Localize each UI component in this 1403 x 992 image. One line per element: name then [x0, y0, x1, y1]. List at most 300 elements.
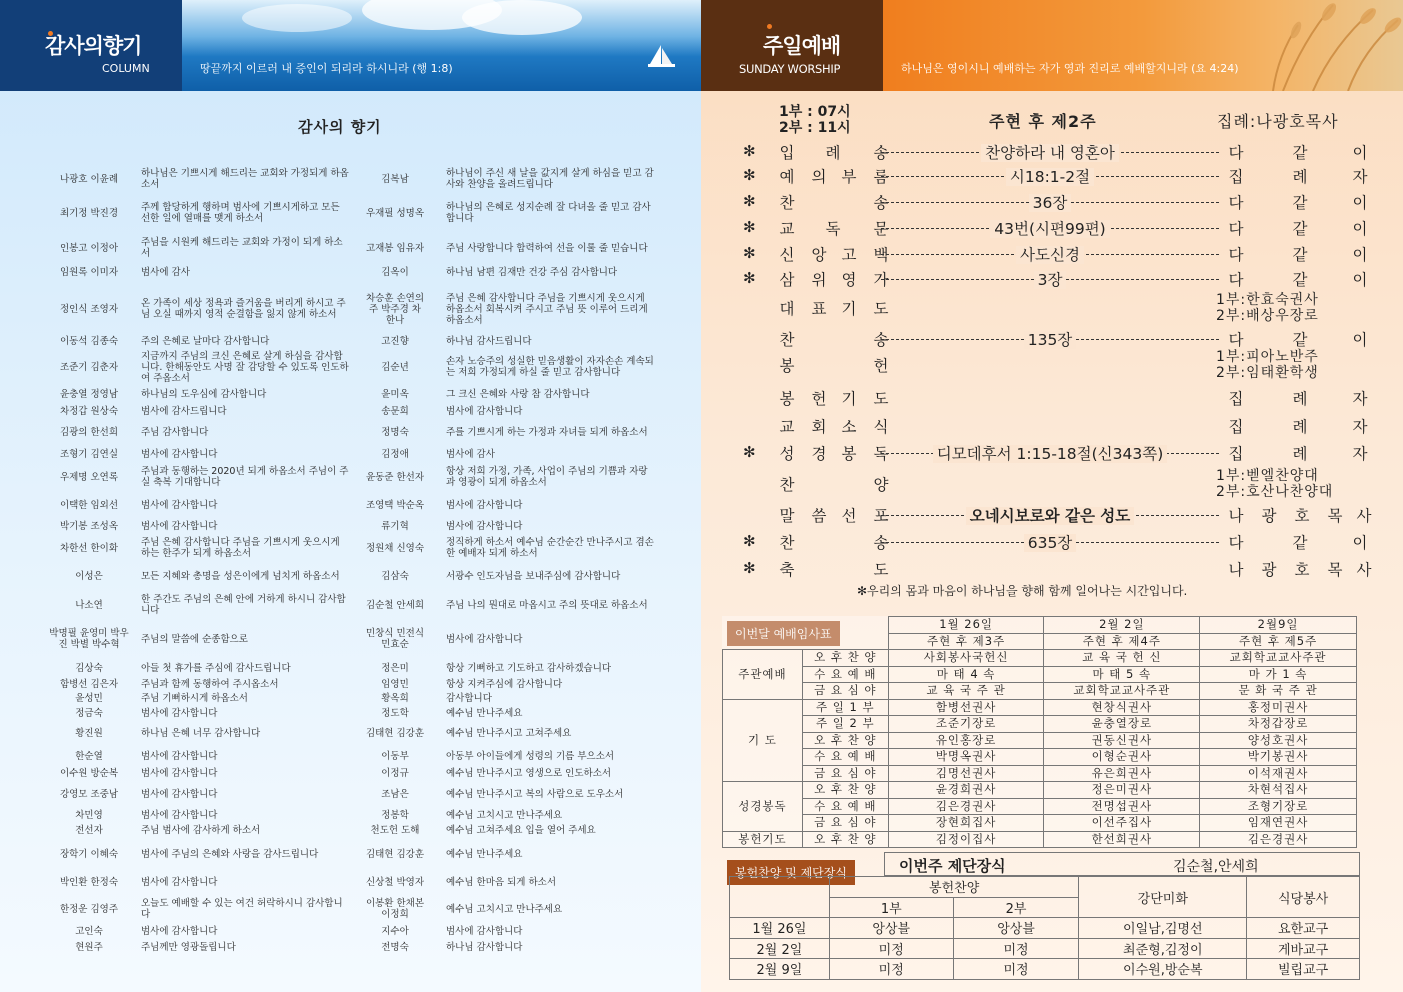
schedule-cell: 김은경권사	[1200, 831, 1357, 848]
thanks-message-a: 하나님의 도우심에 감사합니다	[141, 388, 267, 400]
order-item-label: 도	[873, 390, 889, 408]
order-content: 3장	[1034, 271, 1067, 289]
schedule-row	[723, 782, 1357, 799]
thanks-name-a: 황진원	[75, 727, 103, 739]
schedule-cell: 사회봉사국헌신	[888, 650, 1044, 667]
order-item-label: 례	[825, 144, 841, 162]
thanks-name-a: 박기봉 조성옥	[59, 520, 119, 532]
thanks-name-a: 이택한 임외선	[59, 499, 119, 511]
schedule-cell: 윤경희권사	[888, 782, 1044, 799]
thanks-name-a: 차정갑 원상숙	[59, 405, 119, 417]
order-item-label: 식	[873, 418, 889, 436]
stand-note: ✻우리의 몸과 마음이 하나님을 향해 함께 일어나는 시간입니다.	[857, 584, 1188, 598]
thanks-message-b: 예수님 만나주시고 고쳐주세요	[446, 727, 572, 739]
order-leader: 같	[1292, 534, 1308, 552]
thanks-message-b: 아동부 아이들에게 성령의 기름 부으소서	[446, 750, 615, 762]
thanks-message-b: 정직하게 하소서 예수님 순간순간 만나주시고 겸손한 예배자 되게 하소서	[446, 537, 654, 559]
order-leader-line	[881, 268, 1219, 290]
schedule-cell: 김명선권사	[888, 765, 1044, 782]
schedule-row	[723, 650, 1357, 667]
thanks-name-b: 김순년	[381, 361, 409, 373]
flower-row	[730, 959, 1360, 980]
order-leader: 다	[1228, 220, 1244, 238]
thanks-name-a: 나광호 이윤례	[59, 173, 119, 185]
thanks-name-b: 김삼숙	[381, 570, 409, 582]
order-item-label: 의	[811, 168, 827, 186]
schedule-cell: 임재연권사	[1200, 815, 1357, 832]
flower-cell: 앙상블	[829, 918, 953, 939]
thanks-message-a: 범사에 감사합니다	[141, 750, 218, 762]
order-item-label: 봉	[841, 445, 857, 463]
thanks-message-a: 하나님은 기쁘시게 해드리는 교회와 가정되게 하옵소서	[141, 168, 349, 190]
order-leader: 나	[1228, 561, 1244, 579]
thanks-name-b: 송문희	[381, 405, 409, 417]
thanks-name-a: 윤충열 정영남	[59, 388, 119, 400]
schedule-cell: 권동신권사	[1044, 732, 1200, 749]
order-item-label: 름	[873, 168, 889, 186]
flower-col-choir: 봉헌찬양	[829, 877, 1079, 898]
order-item-label: 소	[841, 418, 857, 436]
thanks-message-a: 아들 첫 휴가를 주심에 감사드립니다	[141, 662, 291, 674]
schedule-cell: 홍정미권사	[1200, 699, 1357, 716]
schedule-service: 오 후 찬 양	[802, 831, 888, 848]
thanks-message-a: 범사에 감사드립니다	[141, 405, 227, 417]
order-leader-pair	[1216, 349, 1354, 381]
schedule-corner	[723, 617, 889, 650]
order-item	[701, 503, 1403, 527]
order-item	[701, 530, 1403, 554]
thanks-message-b: 하나님 감사드립니다	[446, 335, 532, 347]
thanks-message-b: 항상 지켜주심에 감사합니다	[446, 678, 563, 690]
thanks-name-b: 윤동준 한선자	[365, 471, 425, 483]
thanks-name-b: 고진향	[381, 335, 409, 347]
flower-cell: 최준형,김정이	[1079, 938, 1247, 959]
order-item	[701, 327, 1403, 351]
thanks-message-b: 예수님 만나주시고 복의 사람으로 도우소서	[446, 788, 624, 800]
order-leader: 이	[1352, 331, 1368, 349]
thanks-message-a: 범사에 감사합니다	[141, 925, 218, 937]
thanks-name-a: 이동석 김종숙	[59, 335, 119, 347]
order-leader: 다	[1228, 246, 1244, 264]
order-content: 43번(시편99편)	[990, 220, 1109, 238]
stand-icon: ✻	[743, 269, 756, 287]
thanks-message-a: 범사에 감사합니다	[141, 708, 218, 719]
order-item-label: 기	[841, 390, 857, 408]
thanks-message-a: 범사에 감사합니다	[141, 767, 218, 779]
order-leader: 다	[1228, 534, 1244, 552]
order-item-label: 삼	[779, 271, 795, 289]
thanks-name-b: 김태현 김강훈	[365, 727, 425, 739]
schedule-service: 오 후 찬 양	[802, 732, 888, 749]
order-item-label: 봉	[779, 357, 795, 375]
order-item-label: 도	[873, 300, 889, 318]
thanks-row	[0, 193, 701, 233]
thanks-name-b: 이동부	[381, 750, 409, 762]
order-leader: 집	[1228, 445, 1244, 463]
order-leader: 1부:한효숙권사	[1216, 292, 1319, 308]
thanks-row	[0, 167, 701, 191]
schedule-cell: 김은경권사	[888, 798, 1044, 815]
thanks-message-a: 한 주간도 주님의 은혜 안에 거하게 하시니 감사합니다	[141, 594, 346, 616]
schedule-row	[723, 815, 1357, 832]
order-item-label: 씀	[811, 507, 827, 525]
thanks-message-a: 지금까지 주님의 크신 은혜로 살게 하심을 감사합니다. 한해동안도 사명 잘 감당할 수 있도록 인도하여 주옵소서	[141, 350, 349, 384]
thanks-name-b: 지수아	[381, 925, 409, 937]
thanks-message-b: 감사합니다	[446, 693, 492, 704]
thanks-message-a: 주의 은혜로 날마다 감사합니다	[141, 335, 270, 347]
thanks-name-a: 함병선 김은자	[59, 678, 119, 690]
order-item-label: 포	[873, 507, 889, 525]
thanks-row	[0, 495, 701, 515]
thanks-message-a: 주께 합당하게 행하며 범사에 기쁘시게하고 모든 선한 일에 열매를 맺게 하소서	[141, 202, 340, 224]
order-leader-line	[881, 191, 1219, 213]
accent-dot-icon	[767, 24, 772, 29]
thanks-name-a: 박명필 윤영미 박우진 박별 박수혁	[49, 628, 129, 650]
schedule-cell: 유은희권사	[1044, 765, 1200, 782]
order-leader-line	[881, 141, 1219, 163]
order-item-label: 독	[873, 445, 889, 463]
thanks-message-b: 하나님의 은혜로 성지순례 잘 다녀올 줄 믿고 감사합니다	[446, 202, 651, 224]
schedule-cell: 차정갑장로	[1200, 716, 1357, 733]
order-item	[701, 164, 1403, 188]
thanks-row	[0, 840, 701, 868]
stand-icon: ✻	[743, 192, 756, 210]
worship-header	[701, 0, 1403, 91]
thanks-message-a: 범사에 감사합니다	[141, 788, 218, 800]
order-item-label: 예	[779, 168, 795, 186]
flower-cell: 이수원,방순복	[1079, 959, 1247, 980]
order-leader: 2부:호산나찬양대	[1216, 484, 1334, 500]
order-item-label: 헌	[811, 390, 827, 408]
thanks-name-a: 현원주	[75, 941, 103, 953]
thanks-row	[0, 591, 701, 619]
thanks-name-a: 한순열	[75, 750, 103, 762]
thanks-name-b: 김순철 안세희	[365, 599, 425, 611]
thanks-row	[0, 896, 701, 922]
thanks-message-a: 범사에 감사합니다	[141, 448, 218, 460]
order-leader: 호	[1294, 507, 1310, 525]
thanks-row	[0, 939, 701, 955]
time-second: 2부 : 11시	[779, 120, 851, 136]
schedule-cell: 이선주집사	[1044, 815, 1200, 832]
schedule-cell: 이석재권사	[1200, 765, 1357, 782]
order-leader: 이	[1352, 246, 1368, 264]
schedule-service: 금 요 심 야	[802, 683, 888, 700]
thanks-row	[0, 691, 701, 706]
schedule-cell: 양성호권사	[1200, 732, 1357, 749]
order-leader: 같	[1292, 220, 1308, 238]
schedule-row	[723, 716, 1357, 733]
thanks-name-a: 정금숙	[75, 708, 103, 719]
order-item	[701, 190, 1403, 214]
thanks-name-b: 이정규	[381, 767, 409, 779]
schedule-cell: 유인홍장로	[888, 732, 1044, 749]
order-item-label: 백	[873, 246, 889, 264]
week-title: 주현 후 제2주	[989, 112, 1097, 131]
order-leader: 같	[1292, 144, 1308, 162]
schedule-row	[723, 831, 1357, 848]
stand-icon: ✻	[743, 443, 756, 461]
section-title: 감사의 향기	[298, 118, 382, 136]
thanks-row	[0, 333, 701, 349]
flower-cell: 요한교구	[1247, 918, 1360, 939]
thanks-name-a: 이성은	[75, 570, 103, 582]
thanks-name-a: 이수원 방순복	[59, 767, 119, 779]
schedule-cell: 마 태 5 속	[1044, 666, 1200, 683]
order-item-label: 고	[841, 246, 857, 264]
schedule-row	[723, 699, 1357, 716]
schedule-cell: 문 화 국 주 관	[1200, 683, 1357, 700]
schedule-cell: 전명섭권사	[1044, 798, 1200, 815]
flower-cell: 미정	[829, 959, 953, 980]
order-item-label: 교	[779, 418, 795, 436]
worship-brand-title: 주일예배	[763, 34, 841, 58]
thanks-message-b: 범사에 감사합니다	[446, 499, 523, 511]
thanks-name-b: 전명숙	[381, 941, 409, 953]
order-content: 오네시보로와 같은 성도	[966, 507, 1135, 525]
thanks-row	[0, 420, 701, 444]
thanks-message-b: 하나님 남편 김재만 건강 주심 감사합니다	[446, 266, 618, 278]
order-item-label: 헌	[873, 357, 889, 375]
schedule-service: 수 요 예 배	[802, 749, 888, 766]
thanks-row	[0, 721, 701, 745]
flower-cell: 게바교구	[1247, 938, 1360, 959]
schedule-cell: 교 육 국 헌 신	[1044, 650, 1200, 667]
schedule-row	[723, 798, 1357, 815]
thanks-message-b: 범사에 감사합니다	[446, 925, 523, 937]
order-item-label: 입	[779, 144, 795, 162]
thanks-message-a: 온 가족이 세상 정욕과 즐거움을 버리게 하시고 주님 오실 때까지 영적 순결함을 잃지 않게 하소서	[141, 298, 346, 320]
thanks-row	[0, 263, 701, 281]
schedule-week: 주현 후 제5주	[1200, 633, 1357, 650]
order-leader: 이	[1352, 144, 1368, 162]
schedule-group: 성경봉독	[723, 782, 803, 832]
order-item	[701, 242, 1403, 266]
thanks-message-b: 그 크신 은혜와 사랑 참 감사합니다	[446, 388, 590, 400]
flower-tag: 봉헌찬양 및 제단장식	[727, 860, 855, 885]
order-item-label: 교	[779, 220, 795, 238]
order-leader-line	[881, 504, 1219, 526]
order-leader: 집	[1228, 168, 1244, 186]
thanks-message-b: 범사에 감사	[446, 448, 495, 460]
thanks-name-b: 정명숙	[381, 426, 409, 438]
thanks-message-b: 주님 나의 뭔대로 마옵시고 주의 뜻대로 하옵소서	[446, 599, 648, 611]
flower-cell: 1월 26일	[730, 918, 830, 939]
flower-col-second: 2부	[953, 897, 1079, 918]
order-item-label: 양	[873, 476, 889, 494]
schedule-cell: 정은미권사	[1044, 782, 1200, 799]
thanks-row	[0, 620, 701, 658]
schedule-service: 주 일 2 부	[802, 716, 888, 733]
column-brand-title: 감사의향기	[45, 34, 142, 58]
flower-col-first: 1부	[829, 897, 953, 918]
thanks-row	[0, 660, 701, 676]
order-leader: 다	[1228, 271, 1244, 289]
schedule-row	[723, 749, 1357, 766]
thanks-message-b: 주님 사랑합니다 합력하여 선을 이룰 줄 믿습니다	[446, 242, 648, 254]
thanks-message-a: 범사에 감사합니다	[141, 499, 218, 511]
schedule-cell: 김정이집사	[888, 831, 1044, 848]
thanks-row	[0, 534, 701, 562]
order-leader: 다	[1228, 331, 1244, 349]
thanks-name-b: 류기혁	[381, 520, 409, 532]
thanks-message-a: 주님의 말씀에 순종함으로	[141, 633, 248, 645]
schedule-group: 주관예배	[723, 650, 803, 700]
order-leader: 집	[1228, 390, 1244, 408]
schedule-cell: 윤충열장로	[1044, 716, 1200, 733]
order-leader: 집	[1228, 418, 1244, 436]
thanks-message-b: 예수님 만나주시고 영생으로 인도하소서	[446, 767, 612, 779]
order-item	[701, 414, 1403, 438]
order-leader: 례	[1292, 418, 1308, 436]
order-item	[701, 267, 1403, 291]
order-leader: 목	[1327, 507, 1343, 525]
thanks-message-b: 예수님 고쳐주세요 입을 열어 주세요	[446, 825, 596, 836]
order-item-label: 찬	[779, 194, 795, 212]
thanks-name-b: 신상철 박영자	[365, 876, 425, 888]
order-item-label: 찬	[779, 476, 795, 494]
thanks-row	[0, 676, 701, 692]
flower-col-meal: 식당봉사	[1247, 877, 1360, 918]
order-item	[701, 140, 1403, 164]
order-item-label: 회	[811, 418, 827, 436]
flower-cell: 빌립교구	[1247, 959, 1360, 980]
schedule-row	[723, 666, 1357, 683]
thanks-message-b: 주님 은혜 감사합니다 주님을 기쁘시게 웃으시게 하옵소서 회복시켜 주시고 주님 뜻 이루어 드리게 하옵소서	[446, 292, 648, 326]
wheat-icon	[1263, 0, 1403, 91]
order-item	[701, 557, 1403, 581]
order-leader: 호	[1294, 561, 1310, 579]
thanks-name-a: 박인환 한정숙	[59, 876, 119, 888]
flower-cell: 2월 2일	[730, 938, 830, 959]
thanks-row	[0, 782, 701, 806]
schedule-table	[722, 616, 1357, 848]
thanks-name-b: 김정애	[381, 448, 409, 460]
order-item-label: 봉	[779, 390, 795, 408]
order-item-label: 성	[779, 445, 795, 463]
thanks-name-a: 차민영	[75, 810, 103, 821]
order-content: 찬양하라 내 영혼아	[981, 144, 1119, 162]
flower-cell: 앙상블	[953, 918, 1079, 939]
schedule-service: 오 후 찬 양	[802, 650, 888, 667]
thanks-message-a: 범사에 감사합니다	[141, 520, 218, 532]
this-week-flower-label: 이번주 제단장식	[899, 857, 1006, 875]
thanks-message-a: 주님 범사에 감사하게 하소서	[141, 825, 261, 836]
thanks-name-a: 우제명 오연록	[59, 471, 119, 483]
thanks-message-b: 예수님 만나주세요	[446, 708, 523, 719]
order-content: 시18:1-2절	[1006, 168, 1094, 186]
thanks-name-a: 한정운 김영주	[59, 903, 119, 915]
thanks-name-a: 전선자	[75, 825, 103, 836]
thanks-message-b: 예수님 고치시고 만나주세요	[446, 903, 563, 915]
order-content: 635장	[1024, 534, 1077, 552]
this-week-flower-name: 김순철,안세희	[1173, 859, 1259, 875]
thanks-row	[0, 403, 701, 419]
thanks-name-b: 조남은	[381, 788, 409, 800]
order-item	[701, 349, 1403, 381]
order-item-label: 신	[779, 246, 795, 264]
order-item-label: 독	[825, 220, 841, 238]
worship-verse: 하나님은 영이시니 예배하는 자가 영과 진리로 예배할지니라 (요 4:24)	[901, 62, 1239, 75]
thanks-message-a: 주님을 시원케 해드리는 교회와 가정이 되게 하소서	[141, 237, 343, 259]
schedule-cell: 한선희권사	[1044, 831, 1200, 848]
schedule-date: 1월 26일	[888, 617, 1044, 634]
schedule-row	[723, 683, 1357, 700]
thanks-name-b: 차승훈 손연의주 박주경 차한나	[365, 292, 425, 326]
order-leader: 례	[1292, 390, 1308, 408]
flower-cell: 2월 9일	[730, 959, 830, 980]
thanks-name-a: 조준기 김춘자	[59, 361, 119, 373]
stand-icon: ✻	[743, 532, 756, 550]
schedule-row	[723, 732, 1357, 749]
flower-cell: 미정	[953, 938, 1079, 959]
thanks-message-a: 오늘도 예배할 수 있는 여건 허락하시니 감사합니다	[141, 898, 343, 920]
stand-icon: ✻	[743, 244, 756, 262]
stand-icon: ✻	[743, 218, 756, 236]
order-leader: 다	[1228, 194, 1244, 212]
schedule-cell: 마 태 4 속	[888, 666, 1044, 683]
order-content: 36장	[1029, 194, 1072, 212]
thanks-row	[0, 870, 701, 894]
thanks-message-a: 범사에 감사	[141, 266, 190, 278]
order-leader: 2부:배상우장로	[1216, 308, 1319, 324]
thanks-name-b: 정은미	[381, 662, 409, 674]
thanks-message-b: 주를 기쁘시게 하는 가정과 자녀들 되게 하옵소서	[446, 426, 648, 438]
order-item	[701, 292, 1403, 324]
order-leader: 1부:피아노반주	[1216, 349, 1319, 365]
thanks-name-b: 황옥희	[381, 693, 409, 704]
thanks-name-b: 우재필 성명옥	[365, 207, 425, 219]
order-leader: 자	[1352, 168, 1368, 186]
thanks-name-a: 강영모 조중남	[59, 788, 119, 800]
order-leader-line	[881, 328, 1219, 350]
thanks-name-a: 임원록 이미자	[59, 266, 119, 278]
schedule-week: 주현 후 제4주	[1044, 633, 1200, 650]
flower-table	[729, 876, 1360, 980]
order-item-label: 말	[779, 507, 795, 525]
order-item	[701, 468, 1403, 500]
thanks-message-b: 예수님 만나주세요	[446, 848, 523, 860]
thanks-name-b: 정원채 신영숙	[365, 542, 425, 554]
order-item	[701, 216, 1403, 240]
schedule-group: 기 도	[723, 699, 803, 782]
schedule-cell: 함병선권사	[888, 699, 1044, 716]
order-leader-line	[881, 442, 1219, 464]
order-leader: 같	[1292, 331, 1308, 349]
stand-icon: ✻	[743, 142, 756, 160]
schedule-service: 수 요 예 배	[802, 798, 888, 815]
column-page	[0, 0, 701, 992]
stand-icon: ✻	[743, 559, 756, 577]
thanks-message-a: 주님 기뻐하시게 하옵소서	[141, 693, 248, 704]
thanks-message-a: 범사에 감사합니다	[141, 876, 218, 888]
thanks-name-a: 최기정 박진경	[59, 207, 119, 219]
flower-corner	[730, 877, 830, 918]
order-content: 135장	[1024, 331, 1077, 349]
flower-cell: 이일남,김명선	[1079, 918, 1247, 939]
order-leader: 례	[1292, 168, 1308, 186]
order-item-label: 부	[841, 168, 857, 186]
schedule-cell: 박기봉권사	[1200, 749, 1357, 766]
thanks-name-a: 조형기 김연실	[59, 448, 119, 460]
order-item-label: 송	[873, 144, 889, 162]
thanks-name-a: 차한선 한이화	[59, 542, 119, 554]
order-item-label: 문	[873, 220, 889, 238]
time-first: 1부 : 07시	[779, 104, 851, 120]
thanks-row	[0, 706, 701, 721]
thanks-row	[0, 287, 701, 331]
thanks-name-a: 나소연	[75, 599, 103, 611]
